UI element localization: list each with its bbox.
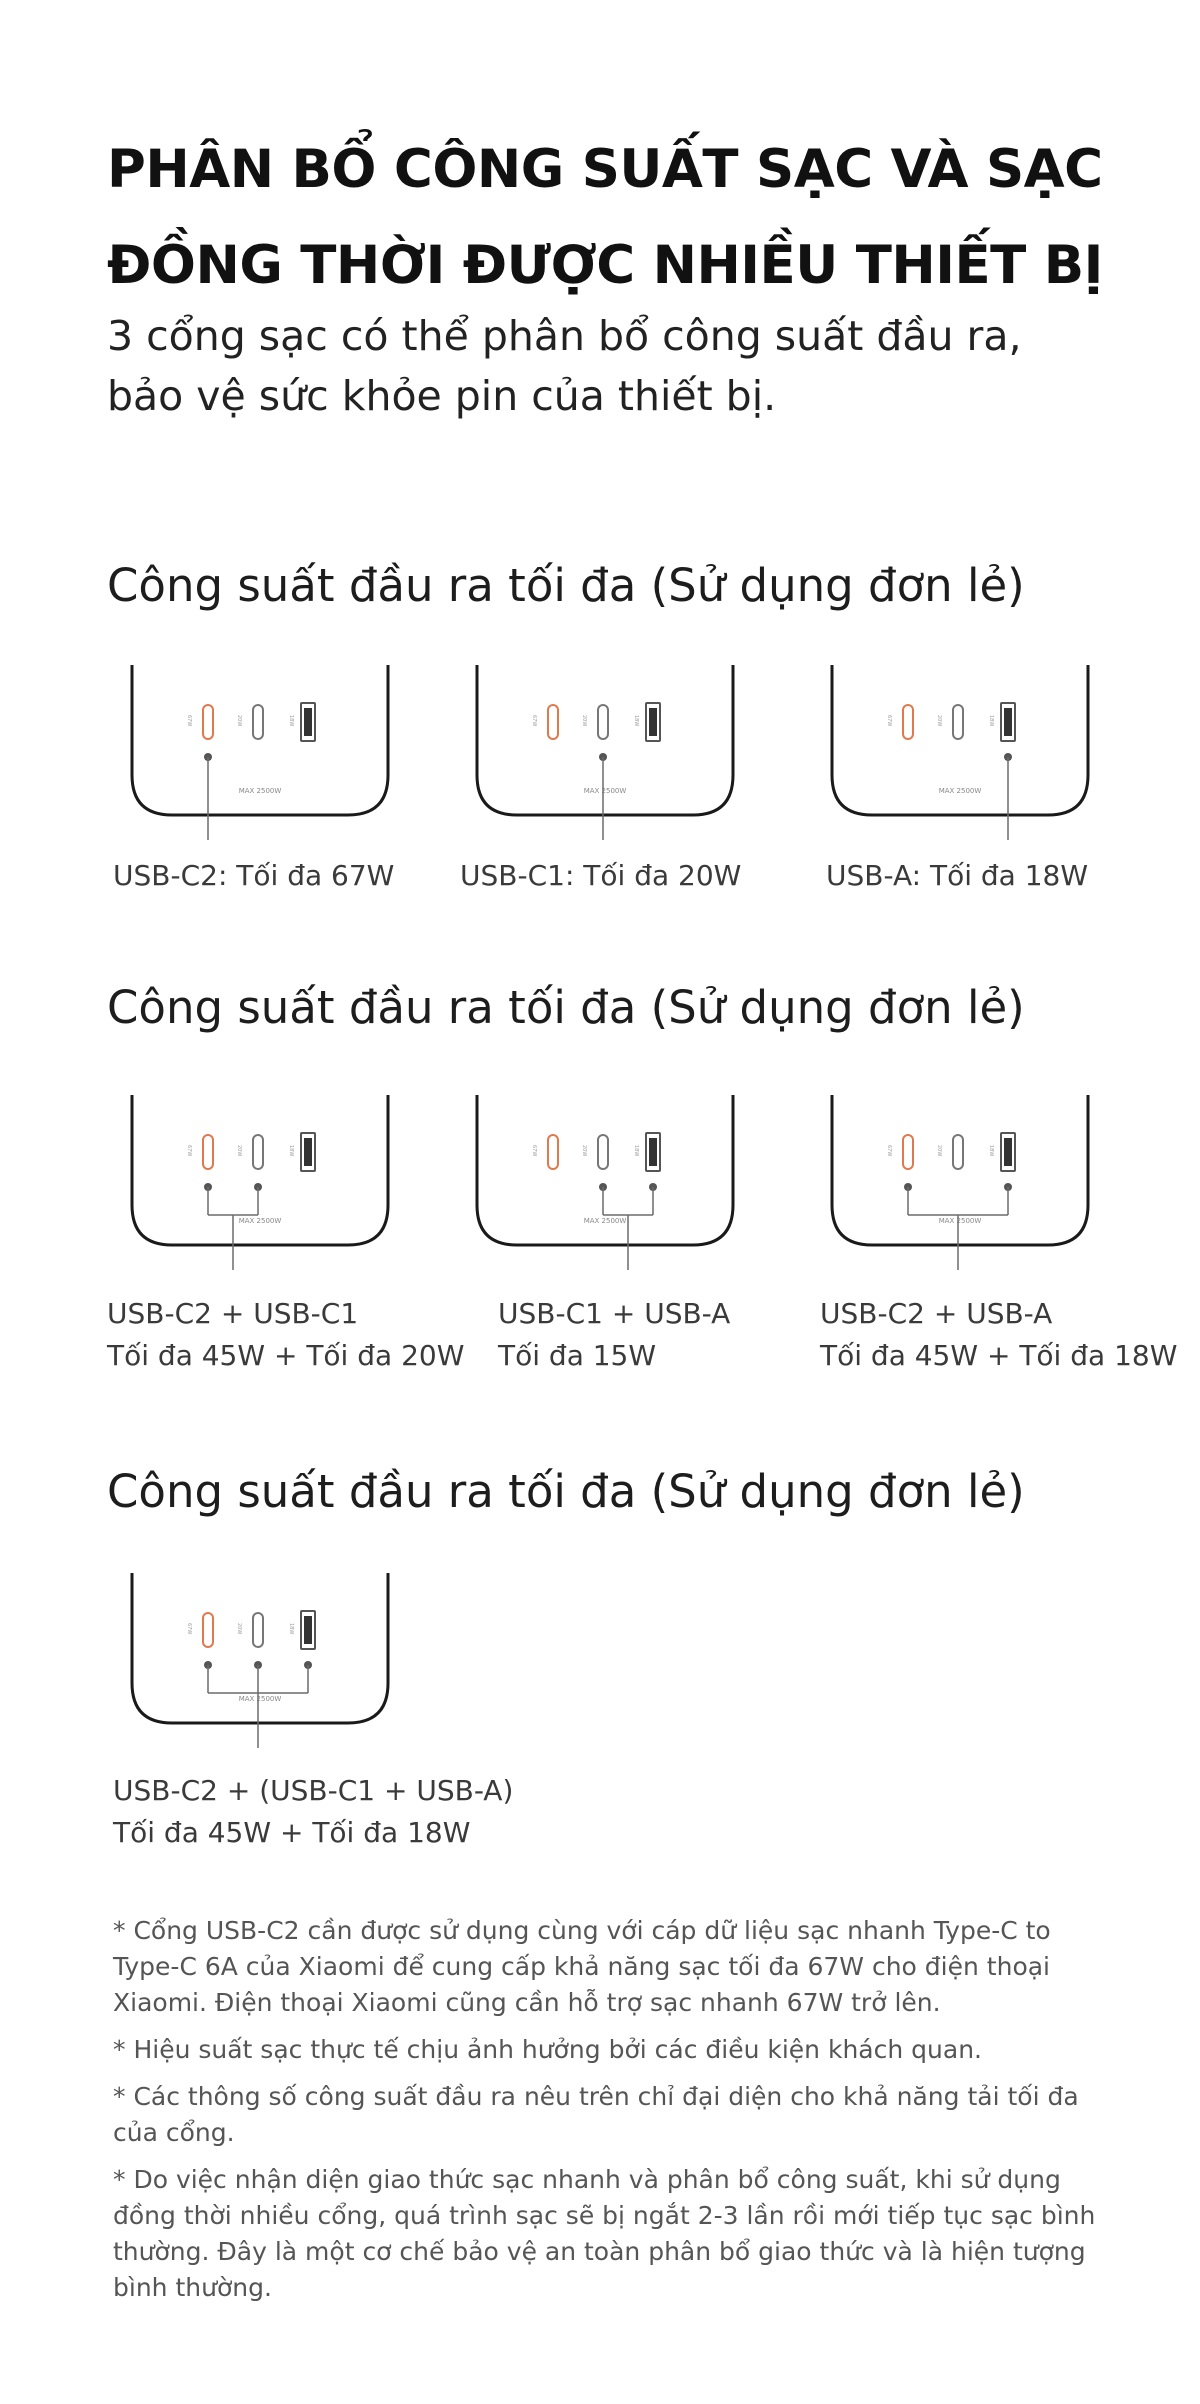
usb-a-port-tongue bbox=[1004, 1138, 1012, 1166]
power-strip-svg bbox=[130, 1095, 390, 1295]
power-strip-diagram bbox=[475, 1095, 735, 1295]
page-subtitle bbox=[107, 306, 1187, 426]
power-strip-svg bbox=[830, 665, 1090, 865]
power-strip-svg bbox=[475, 1095, 735, 1295]
page-title-line-2: ĐỒNG THỜI ĐƯỢC NHIỀU THIẾT BỊ bbox=[107, 235, 1103, 296]
port-rating-text: 18W bbox=[633, 715, 639, 727]
usb-c1-port-icon bbox=[598, 705, 608, 739]
port-rating-text: 18W bbox=[288, 1623, 294, 1635]
port-rating-text: 20W bbox=[236, 715, 242, 727]
max-power-label: MAX 2500W bbox=[938, 1217, 982, 1225]
power-strip-svg bbox=[130, 665, 390, 865]
port-combination: USB-C2 + (USB-C1 + USB-A) bbox=[113, 1774, 514, 1807]
port-rating-text: 67W bbox=[186, 1145, 192, 1157]
max-power-label: MAX 2500W bbox=[583, 1217, 627, 1225]
power-strip-diagram bbox=[130, 665, 390, 865]
port-rating-text: 20W bbox=[236, 1623, 242, 1635]
usb-c1-port-icon bbox=[253, 1135, 263, 1169]
section-heading-triple-use: Công suất đầu ra tối đa (Sử dụng đơn lẻ) bbox=[107, 1465, 1025, 1518]
power-strip-diagram bbox=[130, 1095, 390, 1295]
usb-c1-port-icon bbox=[953, 1135, 963, 1169]
power-strip-diagram bbox=[130, 1573, 390, 1773]
footnote: * Cổng USB-C2 cần được sử dụng cùng với cáp dữ liệu sạc nhanh Type-C to Type-C 6A của Xiaomi để cung cấp khả năng sạc tối đa 67W cho điện thoại Xiaomi. Điện thoại Xiaomi cũng cần hỗ trợ sạc nhanh 67W trở lên. bbox=[113, 1916, 1051, 2017]
port-combination: USB-C2 + USB-A bbox=[820, 1297, 1053, 1330]
usb-c2-port-icon bbox=[203, 1135, 213, 1169]
port-rating-text: 67W bbox=[186, 1623, 192, 1635]
port-rating-text: 67W bbox=[886, 715, 892, 727]
power-values: Tối đa 45W + Tối đa 18W bbox=[820, 1339, 1178, 1372]
port-rating-text: 20W bbox=[936, 715, 942, 727]
footnote: * Các thông số công suất đầu ra nêu trên chỉ đại diện cho khả năng tải tối đa của cổng. bbox=[113, 2082, 1079, 2147]
usb-c1-port-icon bbox=[253, 1613, 263, 1647]
page-title bbox=[107, 122, 1167, 314]
max-power-label: MAX 2500W bbox=[238, 787, 282, 795]
port-rating-text: 18W bbox=[288, 1145, 294, 1157]
usb-c2-port-icon bbox=[903, 705, 913, 739]
usb-c1-port-icon bbox=[253, 705, 263, 739]
usb-c2-port-icon bbox=[548, 705, 558, 739]
usb-c2-port-icon bbox=[548, 1135, 558, 1169]
section-heading-dual-use: Công suất đầu ra tối đa (Sử dụng đơn lẻ) bbox=[107, 981, 1025, 1034]
combination-output-label bbox=[107, 1293, 464, 1377]
usb-c2-port-icon bbox=[903, 1135, 913, 1169]
power-strip-diagram bbox=[830, 665, 1090, 865]
usb-c1-port-icon bbox=[598, 1135, 608, 1169]
usb-a-port-tongue bbox=[304, 708, 312, 736]
power-strip-svg bbox=[475, 665, 735, 865]
usb-a-port-tongue bbox=[649, 1138, 657, 1166]
port-rating-text: 18W bbox=[988, 1145, 994, 1157]
usb-c2-port-icon bbox=[203, 1613, 213, 1647]
max-power-label: MAX 2500W bbox=[238, 1695, 282, 1703]
footnotes bbox=[113, 1913, 1103, 2317]
port-combination: USB-C2 + USB-C1 bbox=[107, 1297, 359, 1330]
port-rating-text: 67W bbox=[186, 715, 192, 727]
section-heading-single-use: Công suất đầu ra tối đa (Sử dụng đơn lẻ) bbox=[107, 559, 1025, 612]
usb-a-port-tongue bbox=[1004, 708, 1012, 736]
usb-c1-port-icon bbox=[953, 705, 963, 739]
usb-c2-port-icon bbox=[203, 705, 213, 739]
port-rating-text: 67W bbox=[531, 715, 537, 727]
port-combination: USB-C1 + USB-A bbox=[498, 1297, 731, 1330]
port-output-label: USB-C1: Tối đa 20W bbox=[460, 859, 742, 892]
port-output-label: USB-A: Tối đa 18W bbox=[826, 859, 1089, 892]
max-power-label: MAX 2500W bbox=[238, 1217, 282, 1225]
power-values: Tối đa 45W + Tối đa 20W bbox=[107, 1339, 465, 1372]
port-rating-text: 18W bbox=[988, 715, 994, 727]
power-values: Tối đa 15W bbox=[498, 1339, 657, 1372]
footnote: * Hiệu suất sạc thực tế chịu ảnh hưởng bởi các điều kiện khách quan. bbox=[113, 2035, 982, 2064]
usb-a-port-tongue bbox=[304, 1616, 312, 1644]
usb-a-port-tongue bbox=[304, 1138, 312, 1166]
port-rating-text: 20W bbox=[581, 1145, 587, 1157]
combination-output-label bbox=[113, 1770, 513, 1854]
power-values: Tối đa 45W + Tối đa 18W bbox=[113, 1816, 471, 1849]
port-rating-text: 20W bbox=[936, 1145, 942, 1157]
max-power-label: MAX 2500W bbox=[938, 787, 982, 795]
power-strip-svg bbox=[830, 1095, 1090, 1295]
power-strip-diagram bbox=[475, 665, 735, 865]
power-strip-diagram bbox=[830, 1095, 1090, 1295]
combination-output-label bbox=[820, 1293, 1177, 1377]
max-power-label: MAX 2500W bbox=[583, 787, 627, 795]
port-output-label: USB-C2: Tối đa 67W bbox=[113, 859, 395, 892]
page-title-line-1: PHÂN BỔ CÔNG SUẤT SẠC VÀ SẠC bbox=[107, 139, 1103, 200]
usb-a-port-tongue bbox=[649, 708, 657, 736]
port-rating-text: 67W bbox=[531, 1145, 537, 1157]
footnote: * Do việc nhận diện giao thức sạc nhanh và phân bổ công suất, khi sử dụng đồng thời nhiều cổng, quá trình sạc sẽ bị ngắt 2-3 lần rồi mới tiếp tục sạc bình thường. Đây là một cơ chế bảo vệ an toàn phân bổ giao thức và là hiện tượng bình thường. bbox=[113, 2165, 1096, 2302]
port-rating-text: 20W bbox=[236, 1145, 242, 1157]
combination-output-label bbox=[498, 1293, 730, 1377]
port-rating-text: 18W bbox=[288, 715, 294, 727]
port-rating-text: 18W bbox=[633, 1145, 639, 1157]
port-rating-text: 20W bbox=[581, 715, 587, 727]
page-subtitle-line-1: 3 cổng sạc có thể phân bổ công suất đầu ra, bbox=[107, 312, 1022, 360]
page-subtitle-line-2: bảo vệ sức khỏe pin của thiết bị. bbox=[107, 372, 777, 420]
port-rating-text: 67W bbox=[886, 1145, 892, 1157]
power-strip-svg bbox=[130, 1573, 390, 1773]
